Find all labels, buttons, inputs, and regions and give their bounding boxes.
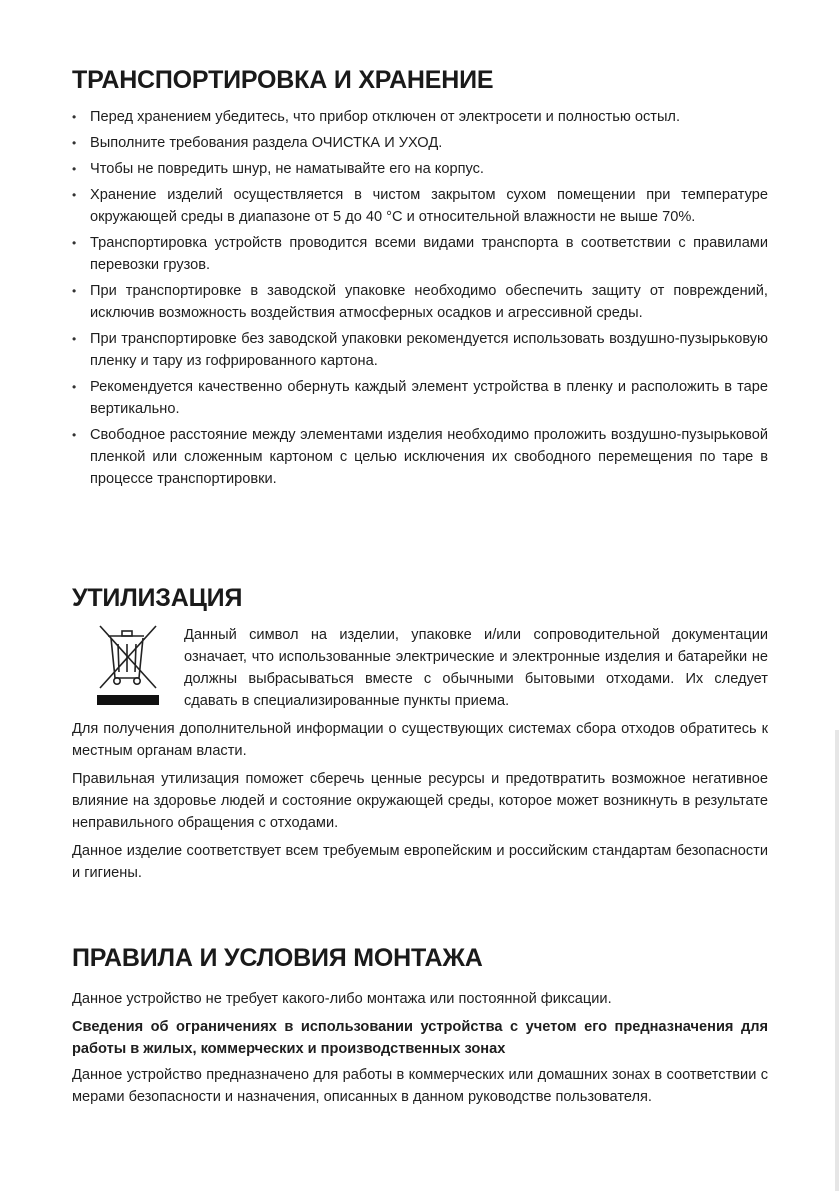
transport-item: • При транспортировке без заводской упаковки рекомендуется использовать воздушно-пузырьковую пленку и тару из гофрированного картона. <box>72 328 768 372</box>
transport-storage-title: ТРАНСПОРТИРОВКА И ХРАНЕНИЕ <box>72 66 494 94</box>
transport-item: • Свободное расстояние между элементами изделия необходимо проложить воздушно-пузырьковой пленкой или сложенным картоном с целью исключения их свободного перемещения по таре в процессе транспортировки. <box>72 424 768 490</box>
crossed-bin-icon <box>94 622 164 708</box>
disposal-standards-paragraph: Данное изделие соответствует всем требуемым европейским и российским стандартам безопасности и гигиены. <box>72 843 768 881</box>
usage-restrictions-heading: Сведения об ограничениях в использовании устройства с учетом его предназначения для работы в жилых, коммерческих и производственных зонах <box>72 1019 768 1057</box>
disposal-title: УТИЛИЗАЦИЯ <box>72 584 243 612</box>
usage-restrictions-paragraph: Данное устройство предназначено для работы в коммерческих или домашних зонах в соответствии с мерами безопасности и назначения, описанных в данном руководстве пользователя. <box>72 1067 768 1105</box>
transport-item: • Хранение изделий осуществляется в чистом закрытом сухом помещении при температуре окружающей среды в диапазоне от 5 до 40 °С и относительной влажности не выше 70%. <box>72 184 768 228</box>
installation-paragraph: Данное устройство не требует какого-либо монтажа или постоянной фиксации. <box>72 991 612 1007</box>
transport-item: • При транспортировке в заводской упаковке необходимо обеспечить защиту от повреждений, исключив возможность воздействия атмосферных осадков и агрессивной среды. <box>72 280 768 324</box>
transport-item: • Перед хранением убедитесь, что прибор отключен от электросети и полностью остыл. <box>72 106 768 128</box>
disposal-info-paragraph: Для получения дополнительной информации о существующих системах сбора отходов обратитесь к местным органам власти. <box>72 721 768 759</box>
disposal-symbol-text: Данный символ на изделии, упаковке и/или сопроводительной документации означает, что использованные электрические и электронные изделия и батарейки не должны выбрасываться вместе с обычными бытовыми отходами. Их следует сдавать в специализированные пункты приема. <box>184 627 768 709</box>
transport-storage-list <box>72 106 768 494</box>
transport-item: • Выполните требования раздела ОЧИСТКА И УХОД. <box>72 132 768 154</box>
disposal-benefit-paragraph: Правильная утилизация поможет сберечь ценные ресурсы и предотвратить возможное негативное влияние на здоровье людей и состояние окружающей среды, которое может возникнуть в результате неправильного обращения с отходами. <box>72 771 768 831</box>
page-edge-shade <box>835 730 839 1191</box>
transport-item: • Транспортировка устройств проводится всеми видами транспорта в соответствии с правилами перевозки грузов. <box>72 232 768 276</box>
transport-item: • Рекомендуется качественно обернуть каждый элемент устройства в пленку и расположить в таре вертикально. <box>72 376 768 420</box>
transport-item: • Чтобы не повредить шнур, не наматывайте его на корпус. <box>72 158 768 180</box>
installation-title: ПРАВИЛА И УСЛОВИЯ МОНТАЖА <box>72 944 483 972</box>
